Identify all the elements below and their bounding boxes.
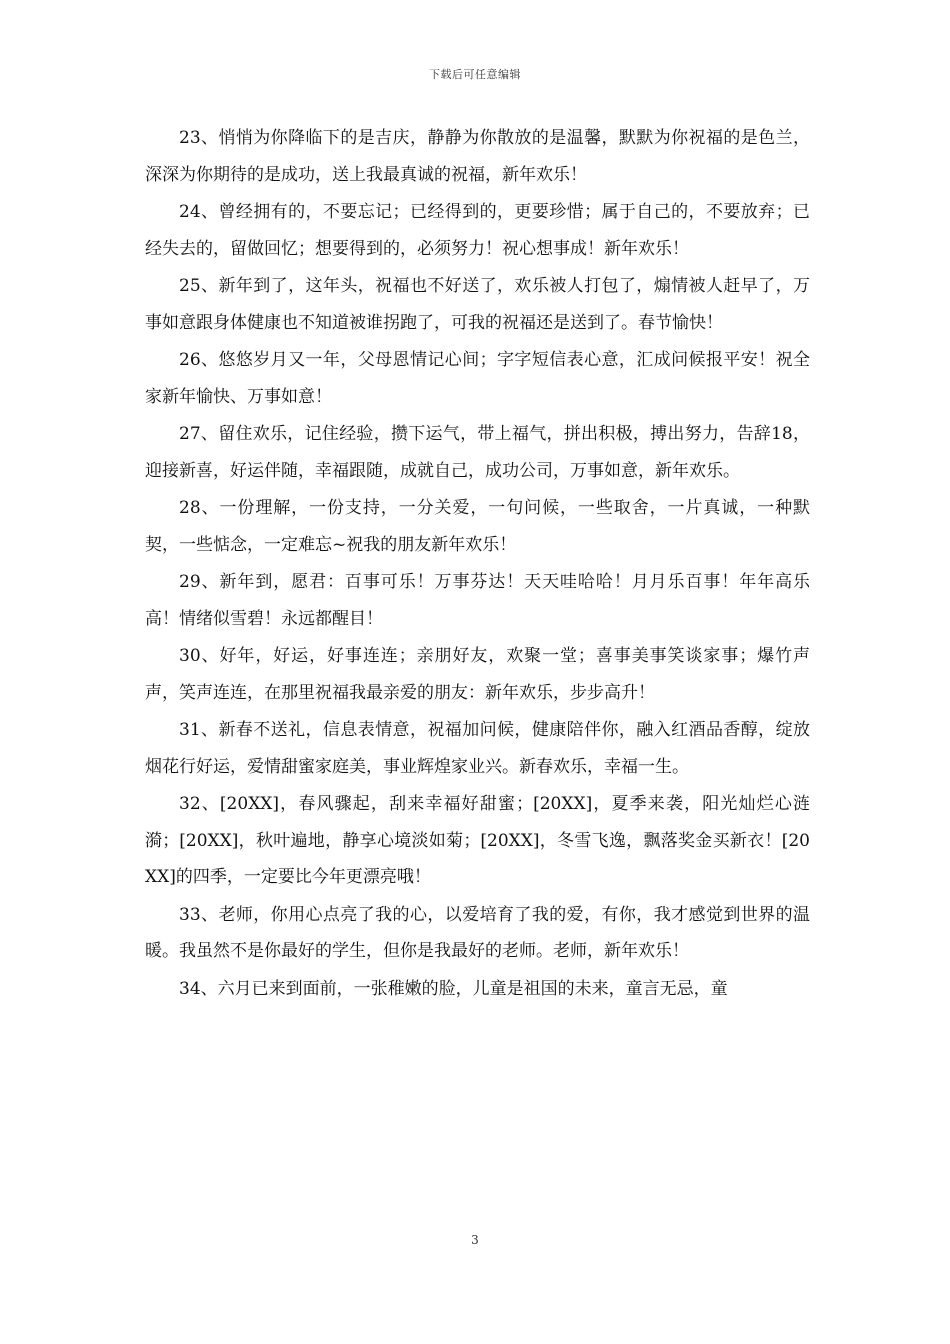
paragraph-28: 28、一份理解，一份支持，一分关爱，一句问候，一些取舍，一片真诚，一种默契，一些惦念，一定难忘~祝我的朋友新年欢乐！ (145, 498, 810, 555)
paragraph-32: 32、[20XX]，春风骤起，刮来幸福好甜蜜；[20XX]，夏季来袭，阳光灿烂心涟漪；[20XX]，秋叶遍地，静享心境淡如菊；[20XX]，冬雪飞逸，飘落奖金买新衣！[20XX]的四季，一定要比今年更漂亮哦！ (145, 794, 810, 887)
paragraph-31: 31、新春不送礼，信息表情意，祝福加问候，健康陪伴你，融入红酒品香醇，绽放烟花行好运，爱情甜蜜家庭美，事业辉煌家业兴。新春欢乐，幸福一生。 (145, 720, 810, 777)
page-header: 下载后可任意编辑 (429, 68, 521, 81)
document-body (145, 120, 810, 1008)
paragraph-24: 24、曾经拥有的，不要忘记；已经得到的，更要珍惜；属于自己的，不要放弃；已经失去的，留做回忆；想要得到的，必须努力！祝心想事成！新年欢乐！ (145, 202, 810, 259)
paragraph-34: 34、六月已来到面前，一张稚嫩的脸，儿童是祖国的未来，童言无忌，童 (179, 978, 728, 999)
paragraph-27: 27、留住欢乐，记住经验，攒下运气，带上福气，拼出积极，搏出努力，告辞18，迎接新喜，好运伴随，幸福跟随，成就自己，成功公司，万事如意，新年欢乐。 (145, 424, 810, 481)
paragraph-29: 29、新年到，愿君：百事可乐！万事芬达！天天哇哈哈！月月乐百事！年年高乐高！情绪似雪碧！永远都醒目！ (145, 572, 810, 629)
paragraph-23: 23、悄悄为你降临下的是吉庆，静静为你散放的是温馨，默默为你祝福的是色兰，深深为你期待的是成功，送上我最真诚的祝福，新年欢乐！ (145, 128, 810, 185)
paragraph-30: 30、好年，好运，好事连连；亲朋好友，欢聚一堂；喜事美事笑谈家事；爆竹声声，笑声连连，在那里祝福我最亲爱的朋友：新年欢乐，步步高升！ (145, 646, 810, 703)
page-number: 3 (471, 1233, 479, 1247)
paragraph-25: 25、新年到了，这年头，祝福也不好送了，欢乐被人打包了，煽情被人赶早了，万事如意跟身体健康也不知道被谁拐跑了，可我的祝福还是送到了。春节愉快！ (145, 276, 810, 333)
paragraph-33: 33、老师，你用心点亮了我的心，以爱培育了我的爱，有你，我才感觉到世界的温暖。我虽然不是你最好的学生，但你是我最好的老师。老师，新年欢乐！ (145, 904, 810, 961)
paragraph-26: 26、悠悠岁月又一年，父母恩情记心间；字字短信表心意，汇成问候报平安！祝全家新年愉快、万事如意！ (145, 350, 810, 407)
